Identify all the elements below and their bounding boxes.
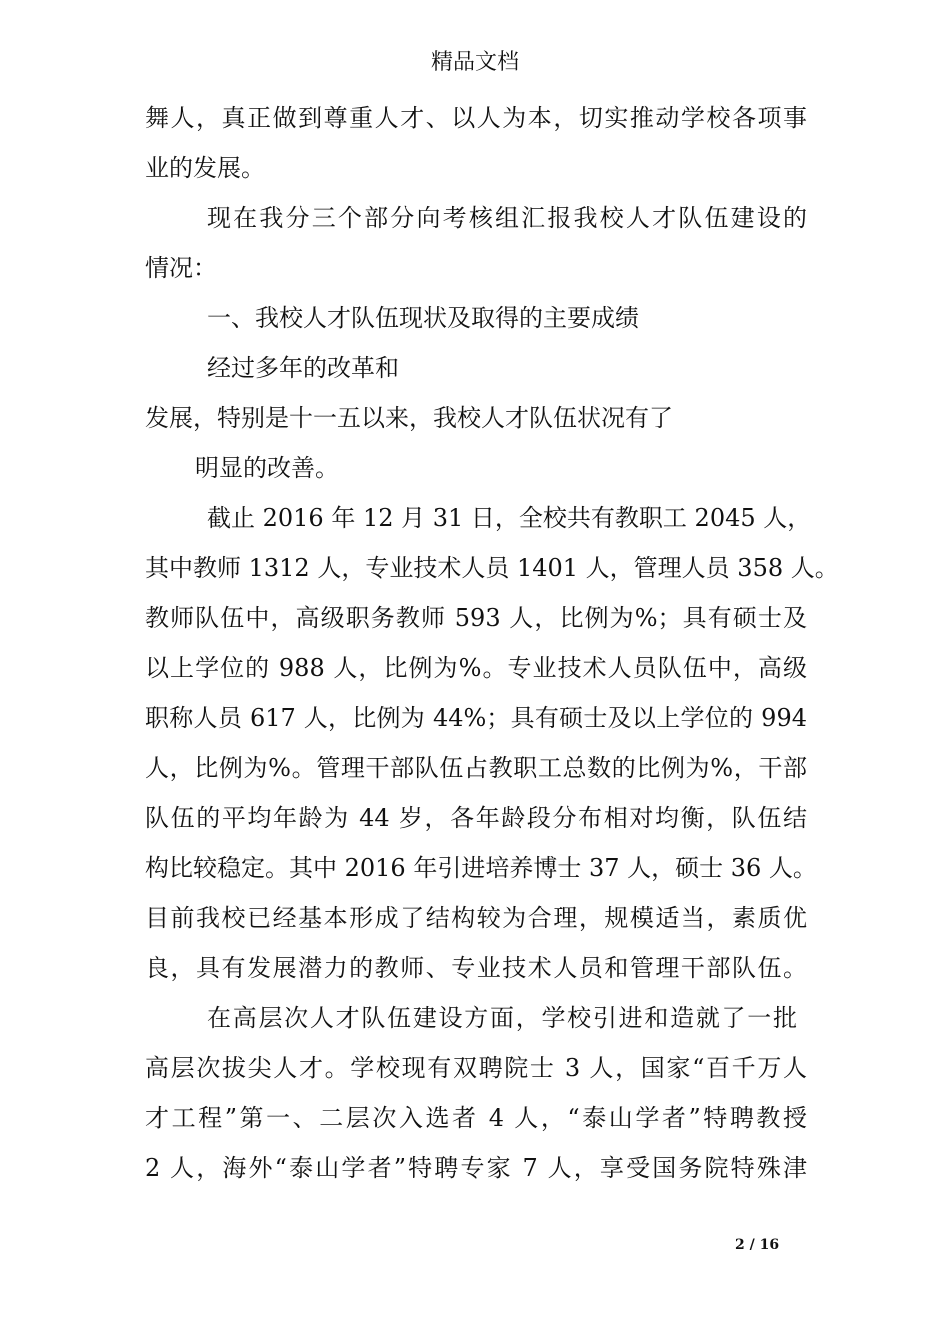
text-line: 队伍的平均年龄为 44 岁，各年龄段分布相对均衡，队伍结 — [145, 804, 807, 832]
text-line: 舞人，真正做到尊重人才、以人为本，切实推动学校各项事 — [145, 104, 807, 132]
text-line: 高层次拔尖人才。学校现有双聘院士 3 人，国家“百千万人 — [145, 1054, 807, 1082]
text-line: 目前我校已经基本形成了结构较为合理，规模适当，素质优 — [145, 904, 807, 932]
text-line: 截止 2016 年 12 月 31 日，全校共有教职工 2045 人， — [207, 504, 812, 532]
text-line: 以上学位的 988 人，比例为%。专业技术人员队伍中，高级 — [145, 654, 807, 682]
text-line: 情况： — [145, 254, 217, 282]
section-heading: 一、我校人才队伍现状及取得的主要成绩 — [207, 304, 639, 332]
text-line: 良，具有发展潜力的教师、专业技术人员和管理干部队伍。 — [145, 954, 807, 982]
text-line: 明显的改善。 — [195, 454, 339, 482]
text-line: 业的发展。 — [145, 154, 265, 182]
page-header: 精品文档 — [430, 50, 519, 75]
text-line: 其中教师 1312 人，专业技术人员 1401 人，管理人员 358 人。 — [145, 554, 839, 582]
text-line: 在高层次人才队伍建设方面，学校引进和造就了一批 — [207, 1004, 797, 1032]
text-line: 职称人员 617 人，比例为 44%；具有硕士及以上学位的 994 — [145, 704, 807, 732]
text-line: 人，比例为%。管理干部队伍占教职工总数的比例为%，干部 — [145, 754, 807, 782]
text-line: 构比较稳定。其中 2016 年引进培养博士 37 人，硕士 36 人。 — [145, 854, 817, 882]
page-number: 2 / 16 — [735, 1237, 780, 1253]
text-line: 2 人，海外“泰山学者”特聘专家 7 人，享受国务院特殊津 — [145, 1154, 807, 1182]
text-line: 才工程”第一、二层次入选者 4 人，“泰山学者”特聘教授 — [145, 1104, 807, 1132]
text-line: 教师队伍中，高级职务教师 593 人，比例为%；具有硕士及 — [145, 604, 807, 632]
text-line: 经过多年的改革和 — [207, 354, 399, 382]
text-line: 发展，特别是十一五以来，我校人才队伍状况有了 — [145, 404, 673, 432]
text-line: 现在我分三个部分向考核组汇报我校人才队伍建设的 — [207, 204, 807, 232]
